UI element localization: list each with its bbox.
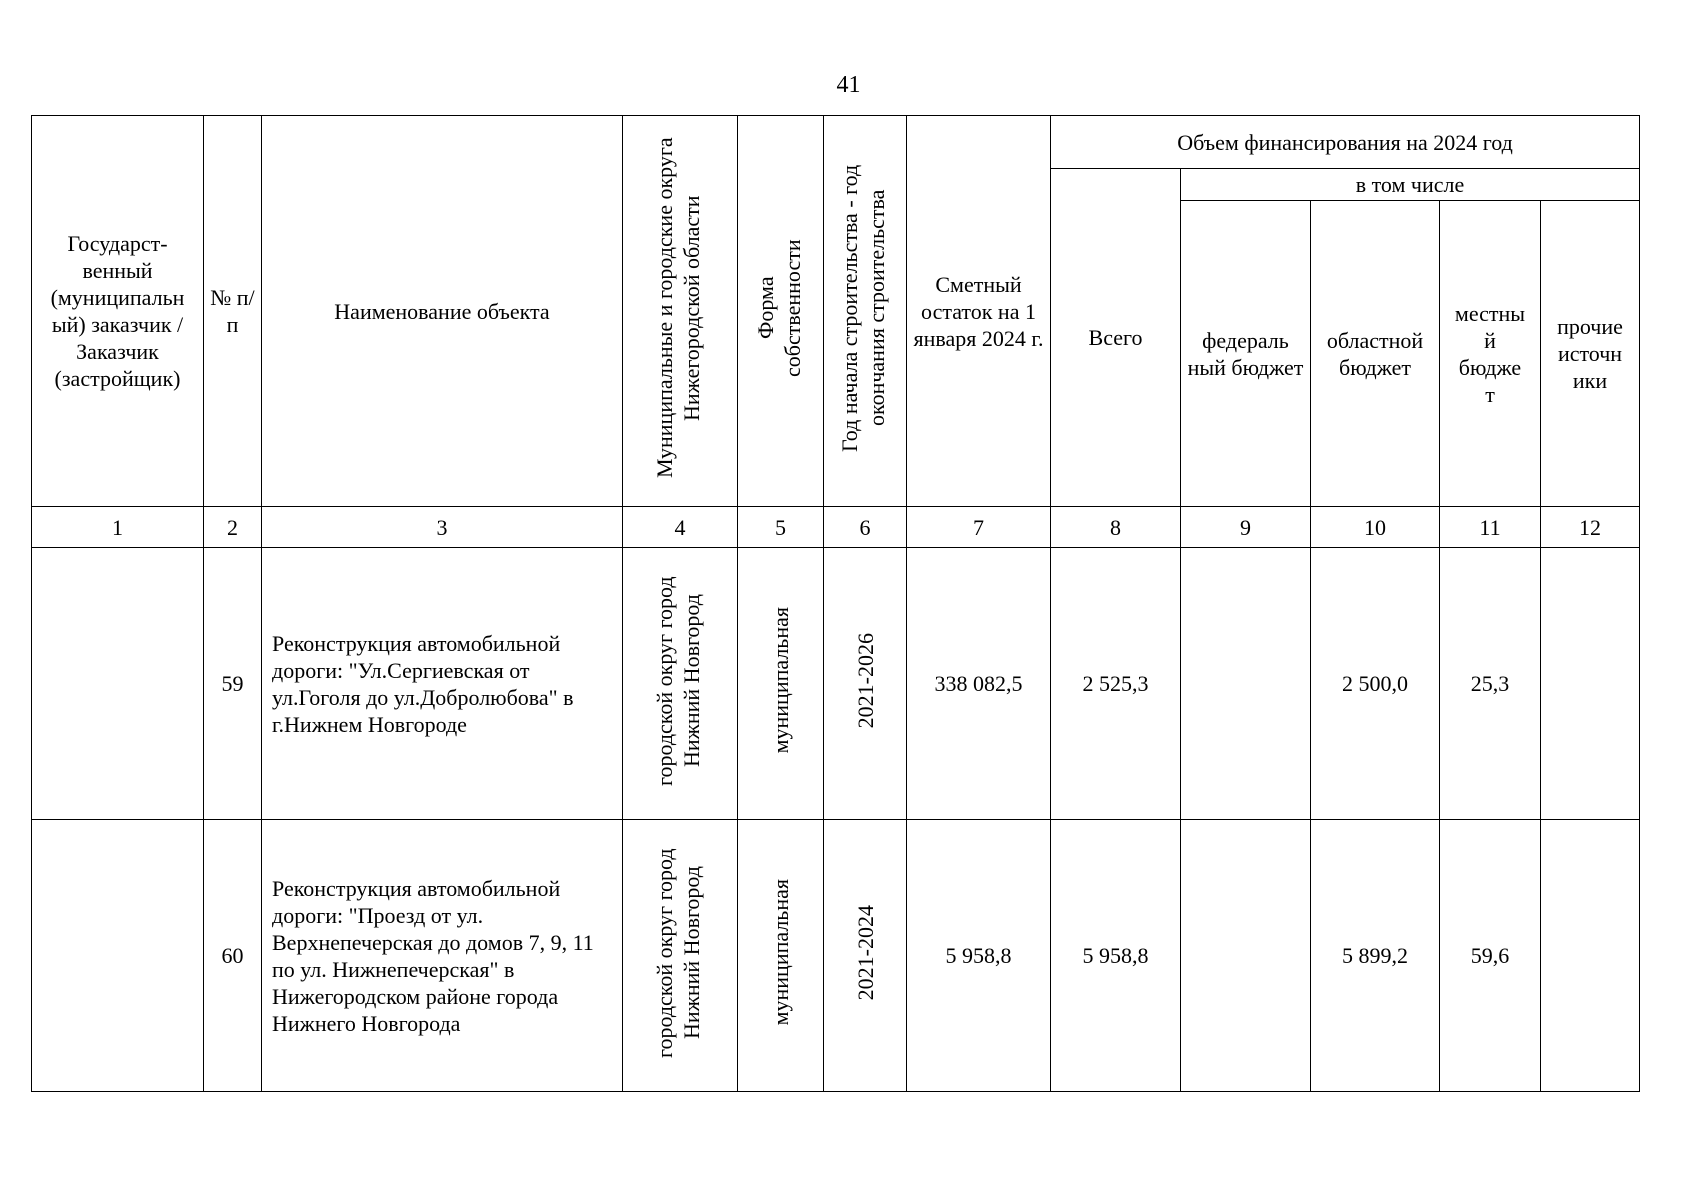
header-other: прочие источн ики (1541, 201, 1640, 507)
column-number: 5 (738, 507, 824, 548)
row-total: 5 958,8 (1051, 820, 1181, 1092)
row-local: 25,3 (1440, 548, 1541, 820)
row-years: 2021-2026 (824, 548, 907, 820)
header-local: местны й бюдже т (1440, 201, 1541, 507)
row-object-name: Реконструкция автомобильной дороги: "Ул.Сергиевская от ул.Гоголя до ул.Добролюбова" в г.Нижнем Новгороде (262, 548, 623, 820)
row-municipality: городской округ город Нижний Новгород (623, 820, 738, 1092)
header-municipality: Муниципальные и городские округа Нижегородской области (623, 116, 738, 507)
column-number: 3 (262, 507, 623, 548)
row-number: 59 (204, 548, 262, 820)
header-regional: областной бюджет (1311, 201, 1440, 507)
header-federal: федераль ный бюджет (1181, 201, 1311, 507)
table-row (32, 820, 1640, 1092)
row-regional: 2 500,0 (1311, 548, 1440, 820)
row-federal (1181, 820, 1311, 1092)
row-object-name: Реконструкция автомобильной дороги: "Проезд от ул. Верхнепечерская до домов 7, 9, 11 по ул. Нижнепечерская" в Нижегородском районе города Нижнего Новгорода (262, 820, 623, 1092)
table-row (32, 548, 1640, 820)
row-ownership: муниципальная (738, 820, 824, 1092)
column-number: 8 (1051, 507, 1181, 548)
header-funding-group: Объем финансирования на 2024 год (1051, 116, 1640, 169)
column-number: 6 (824, 507, 907, 548)
column-numbers-row (32, 507, 1640, 548)
header-customer: Государст-венный (муниципальн ый) заказчик / Заказчик (застройщик) (32, 116, 204, 507)
row-municipality: городской округ город Нижний Новгород (623, 548, 738, 820)
row-customer (32, 820, 204, 1092)
header-object-name: Наименование объекта (262, 116, 623, 507)
row-regional: 5 899,2 (1311, 820, 1440, 1092)
column-number: 10 (1311, 507, 1440, 548)
row-other (1541, 548, 1640, 820)
column-number: 2 (204, 507, 262, 548)
header-including: в том числе (1181, 169, 1640, 201)
row-customer (32, 548, 204, 820)
header-ownership: Форма собственности (738, 116, 824, 507)
header-total: Всего (1051, 169, 1181, 507)
row-other (1541, 820, 1640, 1092)
row-federal (1181, 548, 1311, 820)
row-years: 2021-2024 (824, 820, 907, 1092)
row-balance: 5 958,8 (907, 820, 1051, 1092)
header-balance: Сметный остаток на 1 января 2024 г. (907, 116, 1051, 507)
financing-table (31, 115, 1640, 1092)
column-number: 11 (1440, 507, 1541, 548)
column-number: 12 (1541, 507, 1640, 548)
header-years: Год начала строительства - год окончания строительства (824, 116, 907, 507)
row-total: 2 525,3 (1051, 548, 1181, 820)
header-number: № п/п (204, 116, 262, 507)
column-number: 9 (1181, 507, 1311, 548)
row-number: 60 (204, 820, 262, 1092)
column-number: 1 (32, 507, 204, 548)
row-ownership: муниципальная (738, 548, 824, 820)
row-local: 59,6 (1440, 820, 1541, 1092)
column-number: 4 (623, 507, 738, 548)
page-number: 41 (836, 72, 861, 98)
row-balance: 338 082,5 (907, 548, 1051, 820)
column-number: 7 (907, 507, 1051, 548)
